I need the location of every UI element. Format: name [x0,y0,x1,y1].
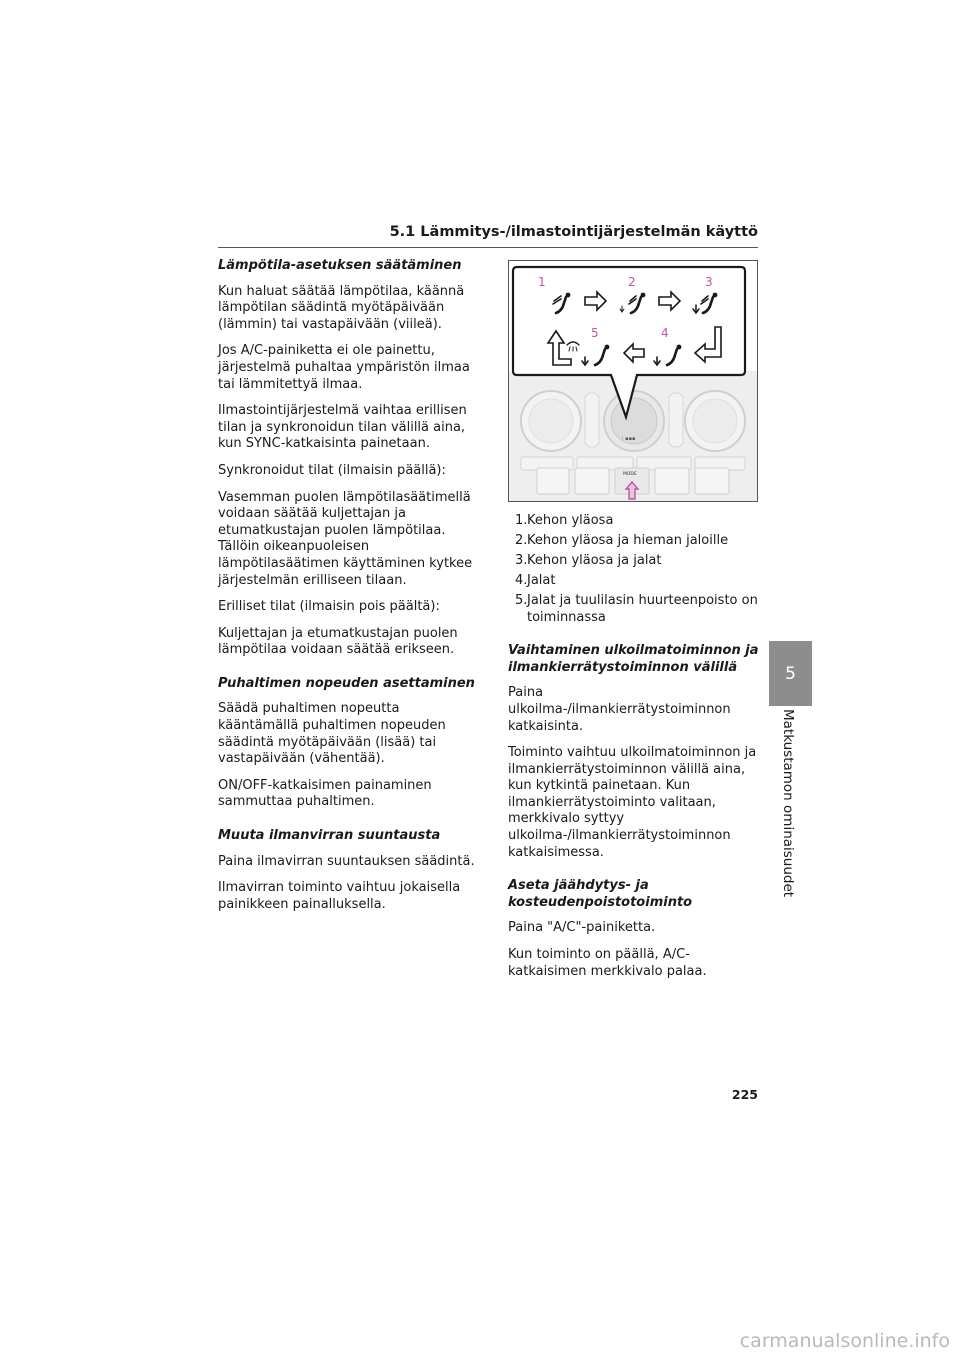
section-heading-airflow: Muuta ilmanvirran suuntausta [218,828,441,844]
paragraph: ON/OFF-katkaisimen painaminen sammuttaa puhaltimen. [218,777,432,810]
paragraph: Erilliset tilat (ilmaisin pois päältä): [218,599,440,615]
paragraph: Ilmastointijärjestelmä vaihtaa erillisen tilan ja synkronoidun tilan välillä aina, kun SYNC-katkaisinta painetaan. [218,403,467,452]
paragraph: Jos A/C-painiketta ei ole painettu, järjestelmä puhaltaa ympäristön ilmaa tai lämmitettyä ilmaa. [218,343,470,392]
section-heading-temperature: Lämpötila-asetuksen säätäminen [218,258,462,273]
section-heading-fan-speed: Puhaltimen nopeuden asettaminen [218,675,475,691]
header-rule [218,247,758,248]
callout-number-4: 4 [661,326,669,340]
paragraph: Kuljettajan ja etumatkustajan puolen lämpötilaa voidaan säätää erikseen. [218,625,458,658]
list-item: 4. Jalat [515,572,556,588]
paragraph: Vasemman puolen lämpötilasäätimellä voidaan säätää kuljettajan ja etumatkustajan puolen lämpötilaa. Tällöin oikeanpuoleisen lämpötilasäätimen käyttäminen kytkee järjestelmän erilliseen tilaan. [218,489,473,588]
section-heading-recirculation: Vaihtaminen ulkoilmatoiminnon ja ilmankierrätystoiminnon välillä [508,643,759,675]
page-number: 225 [731,1087,758,1102]
running-header: 5.1 Lämmitys-/ilmastointijärjestelmän käyttö [389,224,758,240]
watermark: carmanualsonline.info [739,1330,950,1352]
callout-number-5: 5 [591,326,599,340]
mode-list [508,513,760,626]
paragraph: Toiminto vaihtuu ulkoilmatoiminnon ja ilmankierrätystoiminnon välillä aina, kun kytkintä painetaan. Kun ilmankierrätystoiminto valitaan, merkkivalo syttyy ulkoilma-/ilmankierrätystoiminnon katkaisimessa. [508,745,757,860]
list-item: 3. Kehon yläosa ja jalat [515,552,662,568]
section-heading-ac: Aseta jäähdytys- ja kosteudenpoistotoiminto [508,878,693,910]
paragraph: Kun haluat säätää lämpötilaa, käännä lämpötilan säädintä myötäpäivään (lämmin) tai vastapäivään (viileä). [218,283,465,332]
paragraph: Paina "A/C"-painiketta. [508,920,656,936]
right-column [508,513,760,990]
list-item: 1. Kehon yläosa [515,513,614,528]
list-item: 2. Kehon yläosa ja hieman jaloille [515,532,729,548]
climate-control-figure [508,260,758,502]
paragraph: Paina ulkoilma-/ilmankierrätystoiminnon katkaisinta. [508,685,731,734]
svg-text:⁝ ▪▪▪: ⁝ ▪▪▪ [622,436,636,442]
paragraph: Säädä puhaltimen nopeutta kääntämällä puhaltimen nopeuden säädintä myötäpäivään (lisää) tai vastapäivään (vähentää). [218,701,446,767]
chapter-title: Matkustamon ominaisuudet [780,709,796,898]
paragraph: Kun toiminto on päällä, A/C-katkaisimen merkkivalo palaa. [508,947,707,979]
chapter-tab: 5 [769,641,812,706]
callout-number-3: 3 [705,275,713,289]
list-item: 5. Jalat ja tuulilasin huurteenpoisto on toiminnassa [515,592,758,625]
paragraph: Ilmavirran toiminto vaihtuu jokaisella painikkeen painalluksella. [218,880,461,912]
mode-button-label: MODE [623,472,637,477]
left-column [218,258,480,923]
callout-number-2: 2 [628,275,636,289]
paragraph: Synkronoidut tilat (ilmaisin päällä): [218,462,446,478]
paragraph: Paina ilmavirran suuntauksen säädintä. [218,853,475,869]
callout-number-1: 1 [538,275,546,289]
